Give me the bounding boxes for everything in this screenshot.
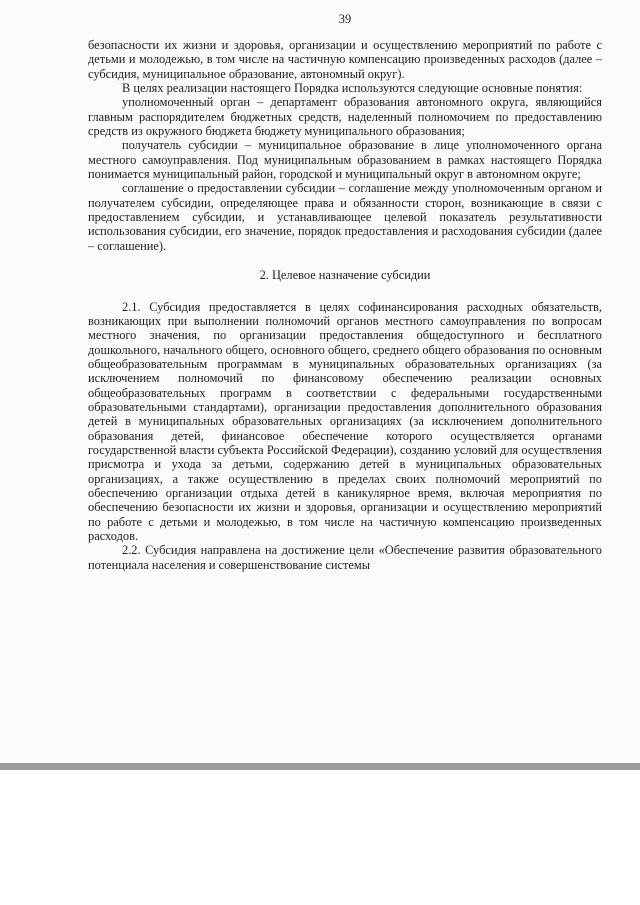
paragraph-2-1: 2.1. Субсидия предоставляется в целях софинансирования расходных обязательств, возникающих при выполнении полномочий органов местного самоуправления по вопросам местного значения, по организации предоставления общедоступного и бесплатного дошкольного, начального общего, основного общего, среднего общего образования по основным общеобразовательным программам в муниципальных образовательных организациях (за исключением полномочий по финансовому обеспечению реализации основных общеобразовательных программ в соответствии с федеральными государственными образовательными стандартами), организации предоставления дополнительного образования детей в муниципальных образовательных организациях (за исключением дополнительного образования детей, финансовое обеспечение которого осуществляется органами государственной власти субъекта Российской Федерации), созданию условий для осуществления присмотра и ухода за детьми, содержанию детей в муниципальных образовательных организациях, а также осуществлению в пределах своих полномочий мероприятий по обеспечению организации отдыха детей в каникулярное время, включая мероприятия по обеспечению безопасности их жизни и здоровья, организации и осуществлению мероприятий по работе с детьми и молодежью, в том числе на частичную компенсацию произведенных расходов.: [88, 299, 602, 543]
paragraph-agreement: соглашение о предоставлении субсидии – соглашение между уполномоченным органом и получателем субсидии, определяющее права и обязанности сторон, возникающие в связи с предоставлением субсидии, и устанавливающее целевой показатель результативности использования субсидии, его значение, порядок предоставления и расходования субсидии (далее – соглашение).: [88, 181, 602, 253]
section-title: 2. Целевое назначение субсидии: [259, 268, 431, 283]
paragraph-authorized-body: уполномоченный орган – департамент образования автономного округа, являющийся главным распорядителем бюджетных средств, наделенный полномочием по предоставлению средств из окружного бюджета бюджету муниципального образования;: [88, 95, 602, 139]
page-number: 39: [338, 12, 352, 26]
document-body: [88, 38, 602, 572]
paragraph-2-2: 2.2. Субсидия направлена на достижение цели «Обеспечение развития образовательного потенциала населения и совершенствование системы: [88, 543, 602, 572]
paragraph-definitions-intro: В целях реализации настоящего Порядка используются следующие основные понятия:: [122, 81, 583, 96]
paragraph-recipient: получатель субсидии – муниципальное образование в лице уполномоченного органа местного самоуправления. Под муниципальным образованием в рамках настоящего Порядка понимается муниципальный район, городской и муниципальный округ в автономном округе;: [88, 138, 602, 182]
paragraph-continuation: безопасности их жизни и здоровья, организации и осуществлению мероприятий по работе с детьми и молодежью, в том числе на частичную компенсацию произведенных расходов (далее – субсидия, муниципальное образование, автономный округ).: [88, 38, 602, 81]
